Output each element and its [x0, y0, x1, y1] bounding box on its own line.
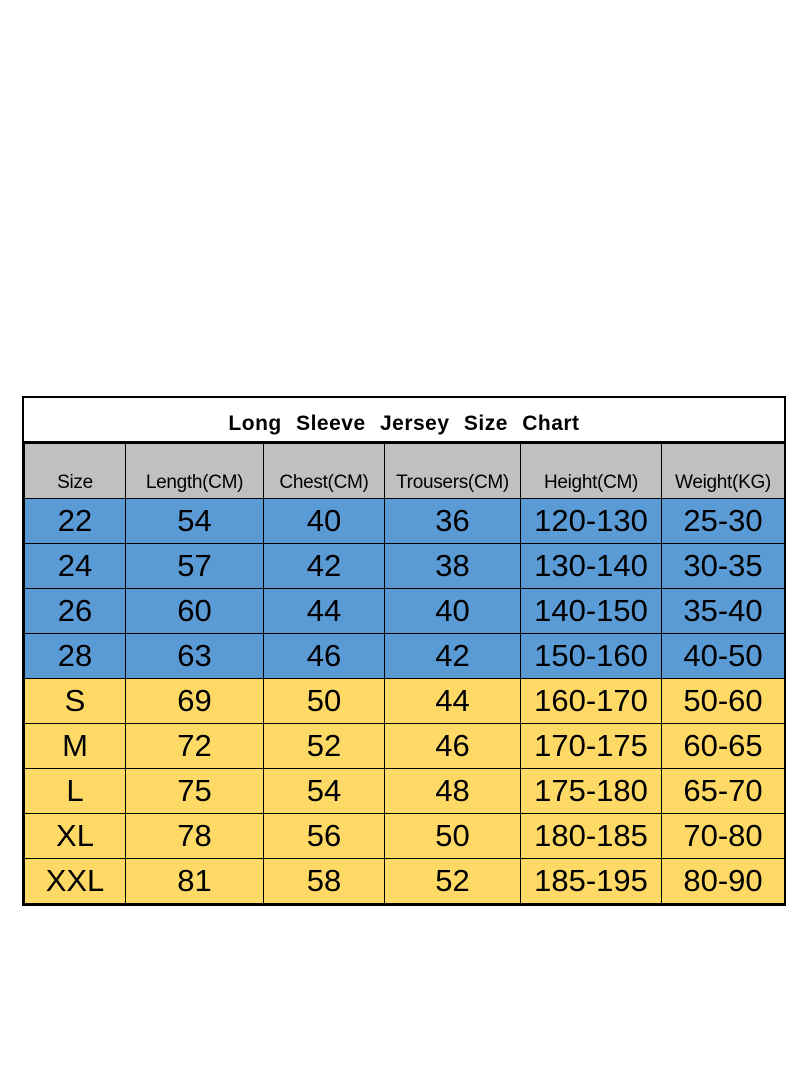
- cell-height: 160-170: [521, 679, 662, 724]
- chart-title: Long Sleeve Jersey Size Chart: [24, 398, 784, 443]
- cell-height: 150-160: [521, 634, 662, 679]
- cell-trousers: 44: [385, 679, 521, 724]
- header-size: Size: [25, 444, 126, 499]
- size-table: [24, 443, 785, 904]
- cell-trousers: 46: [385, 724, 521, 769]
- cell-height: 180-185: [521, 814, 662, 859]
- cell-trousers: 48: [385, 769, 521, 814]
- cell-size: 28: [25, 634, 126, 679]
- table-row: [25, 724, 785, 769]
- cell-size: 22: [25, 499, 126, 544]
- cell-chest: 50: [264, 679, 385, 724]
- cell-size: L: [25, 769, 126, 814]
- cell-trousers: 50: [385, 814, 521, 859]
- cell-length: 75: [126, 769, 264, 814]
- cell-weight: 50-60: [662, 679, 785, 724]
- cell-weight: 80-90: [662, 859, 785, 904]
- cell-weight: 30-35: [662, 544, 785, 589]
- cell-weight: 25-30: [662, 499, 785, 544]
- table-row: [25, 499, 785, 544]
- cell-trousers: 38: [385, 544, 521, 589]
- cell-length: 57: [126, 544, 264, 589]
- header-length: Length(CM): [126, 444, 264, 499]
- cell-chest: 52: [264, 724, 385, 769]
- table-row: [25, 679, 785, 724]
- cell-size: XXL: [25, 859, 126, 904]
- table-row: [25, 859, 785, 904]
- cell-chest: 54: [264, 769, 385, 814]
- table-row: [25, 634, 785, 679]
- cell-size: 24: [25, 544, 126, 589]
- header-row: [25, 444, 785, 499]
- cell-chest: 46: [264, 634, 385, 679]
- cell-weight: 65-70: [662, 769, 785, 814]
- cell-weight: 60-65: [662, 724, 785, 769]
- cell-size: 26: [25, 589, 126, 634]
- cell-chest: 56: [264, 814, 385, 859]
- cell-length: 54: [126, 499, 264, 544]
- table-row: [25, 544, 785, 589]
- table-row: [25, 769, 785, 814]
- cell-chest: 40: [264, 499, 385, 544]
- cell-weight: 35-40: [662, 589, 785, 634]
- table-row: [25, 589, 785, 634]
- cell-size: XL: [25, 814, 126, 859]
- cell-chest: 42: [264, 544, 385, 589]
- cell-length: 63: [126, 634, 264, 679]
- cell-height: 170-175: [521, 724, 662, 769]
- cell-height: 130-140: [521, 544, 662, 589]
- header-height: Height(CM): [521, 444, 662, 499]
- cell-height: 175-180: [521, 769, 662, 814]
- cell-length: 72: [126, 724, 264, 769]
- cell-length: 81: [126, 859, 264, 904]
- cell-height: 185-195: [521, 859, 662, 904]
- cell-length: 69: [126, 679, 264, 724]
- cell-weight: 40-50: [662, 634, 785, 679]
- header-trousers: Trousers(CM): [385, 444, 521, 499]
- size-chart: [22, 396, 786, 906]
- cell-trousers: 36: [385, 499, 521, 544]
- cell-trousers: 40: [385, 589, 521, 634]
- header-chest: Chest(CM): [264, 444, 385, 499]
- header-weight: Weight(KG): [662, 444, 785, 499]
- cell-height: 120-130: [521, 499, 662, 544]
- cell-height: 140-150: [521, 589, 662, 634]
- cell-chest: 44: [264, 589, 385, 634]
- cell-chest: 58: [264, 859, 385, 904]
- cell-size: M: [25, 724, 126, 769]
- cell-size: S: [25, 679, 126, 724]
- table-row: [25, 814, 785, 859]
- cell-trousers: 42: [385, 634, 521, 679]
- cell-length: 78: [126, 814, 264, 859]
- cell-weight: 70-80: [662, 814, 785, 859]
- cell-length: 60: [126, 589, 264, 634]
- cell-trousers: 52: [385, 859, 521, 904]
